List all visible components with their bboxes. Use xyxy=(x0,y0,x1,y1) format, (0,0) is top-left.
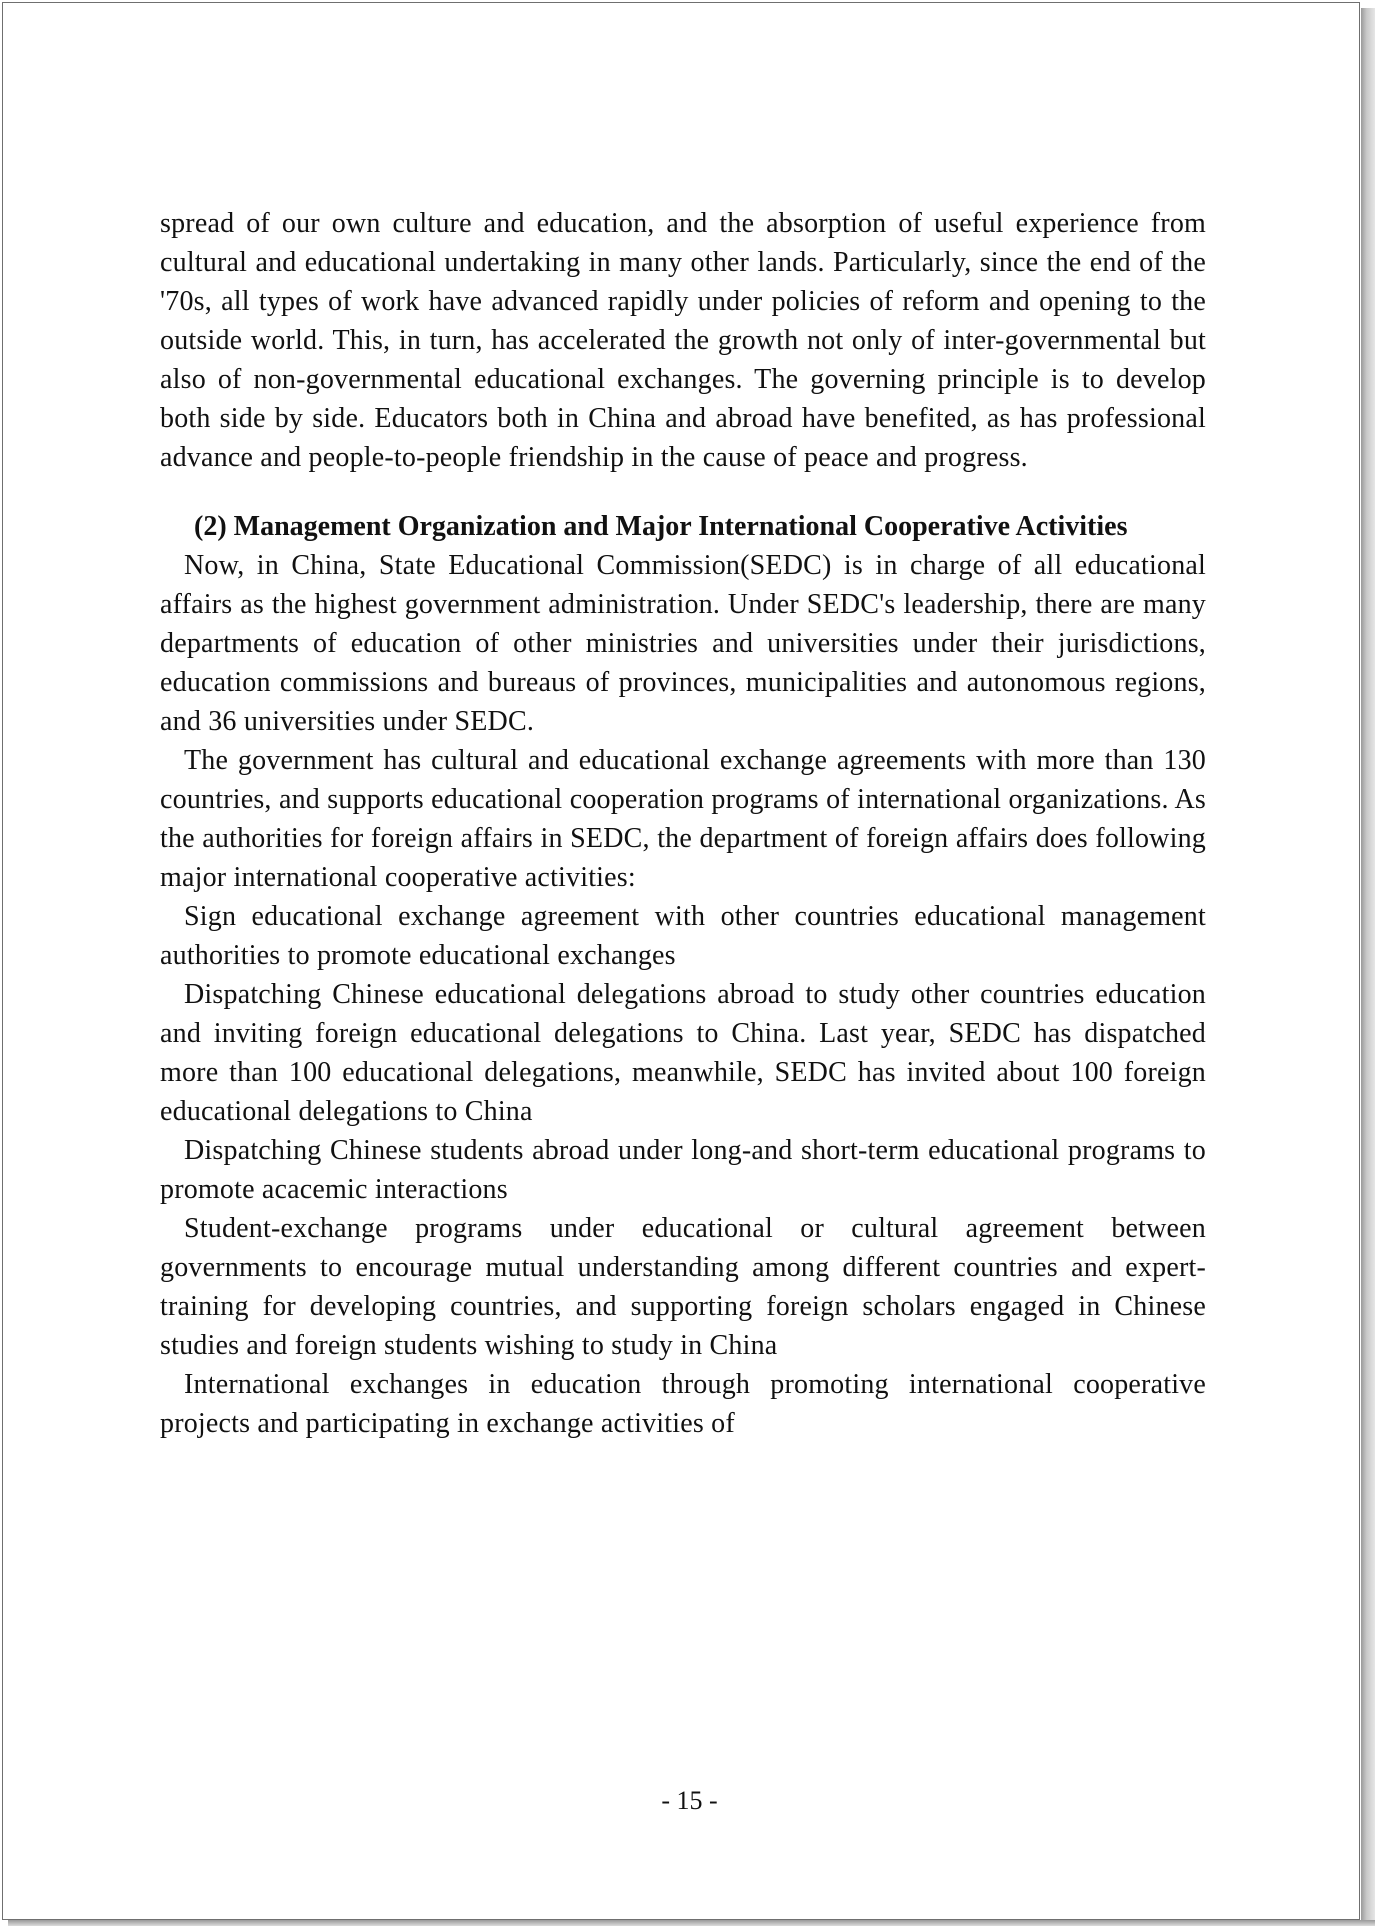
paragraph-international-exchanges: International exchanges in education through promoting international cooperative projects and participating in exchange activities of xyxy=(160,1369,1206,1439)
page-shadow-bottom xyxy=(8,1920,1375,1926)
paragraph-student-exchange: Student-exchange programs under educational or cultural agreement between governments to encourage mutual understanding among different countries and expert-training for developing countries, and supporting foreign scholars engaged in Chinese studies and foreign students wishing to study in China xyxy=(160,1213,1206,1361)
page-body xyxy=(160,204,1206,1443)
paragraph-exchange-agreements: The government has cultural and educational exchange agreements with more than 130 countries, and supports educational cooperation programs of international organizations. As the authorities for foreign affairs in SEDC, the department of foreign affairs does following major international cooperative activities: xyxy=(160,745,1206,893)
paragraph-sign-agreements: Sign educational exchange agreement with other countries educational management authorities to promote educational exchanges xyxy=(160,901,1206,971)
page-number: - 15 - xyxy=(661,1786,718,1815)
paragraph-delegations: Dispatching Chinese educational delegations abroad to study other countries education and inviting foreign educational delegations to China. Last year, SEDC has dispatched more than 100 educational delegations, meanwhile, SEDC has invited about 100 foreign educational delegations to China xyxy=(160,979,1206,1127)
paragraph-sedc-overview: Now, in China, State Educational Commission(SEDC) is in charge of all educational affairs as the highest government administration. Under SEDC's leadership, there are many departments of education of other ministries and universities under their jurisdictions, education commissions and bureaus of provinces, municipalities and autonomous regions, and 36 universities under SEDC. xyxy=(160,550,1206,737)
paragraph-students-abroad: Dispatching Chinese students abroad under long-and short-term educational programs to promote acacemic interactions xyxy=(160,1135,1206,1205)
intro-paragraph: spread of our own culture and education, and the absorption of useful experience from cultural and educational undertaking in many other lands. Particularly, since the end of the '70s, all types of work have advanced rapidly under policies of reform and opening to the outside world. This, in turn, has accelerated the growth not only of inter-governmental but also of non-governmental educational exchanges. The governing principle is to develop both side by side. Educators both in China and abroad have benefited, as has professional advance and people-to-people friendship in the cause of peace and progress. xyxy=(160,208,1206,473)
page-shadow-right xyxy=(1361,8,1375,1922)
section-heading: (2) Management Organization and Major International Cooperative Activities xyxy=(194,511,1128,542)
